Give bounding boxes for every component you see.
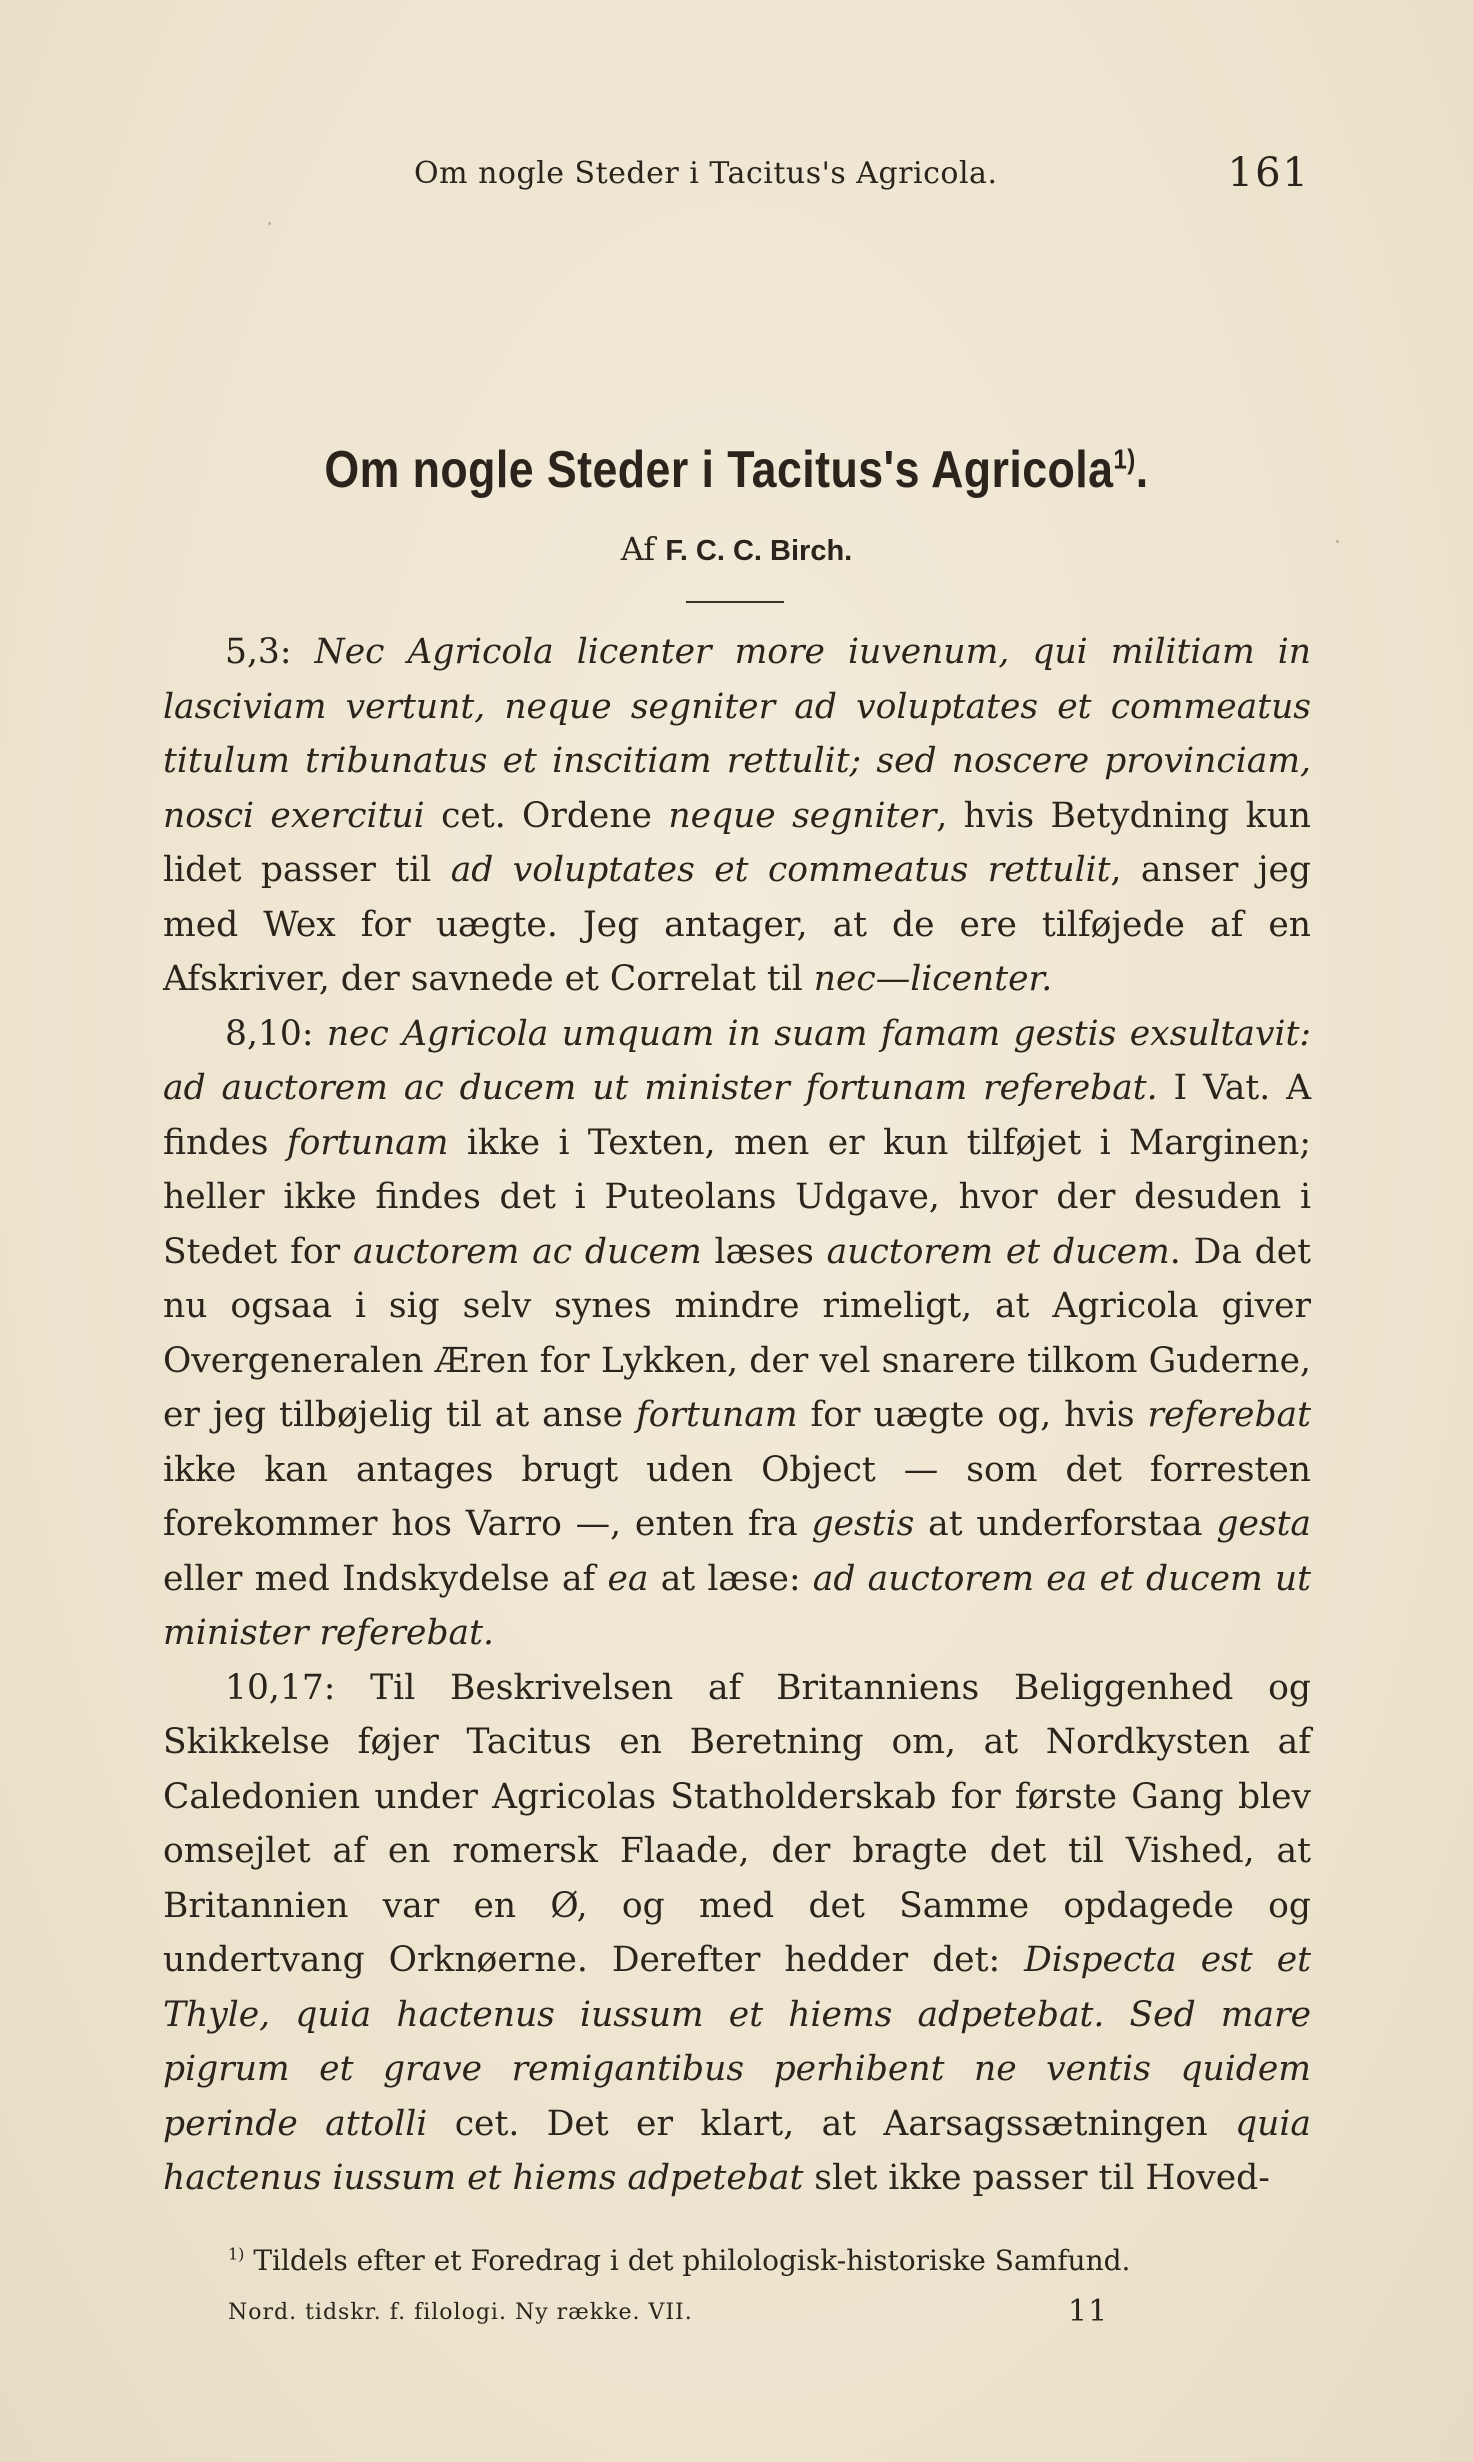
paper-speck bbox=[1336, 540, 1339, 543]
text-run: I Vat. A findes bbox=[163, 1068, 1312, 1163]
page-number: 161 bbox=[1227, 150, 1310, 196]
text-run: for uægte og, hvis bbox=[797, 1395, 1148, 1435]
title-footnote-mark: 1) bbox=[1113, 443, 1136, 475]
text-run: at underforstaa bbox=[914, 1504, 1217, 1544]
text-run: 5,3: bbox=[225, 632, 315, 672]
text-run: . Da det nu ogsaa i sig selv synes mindre rimeligt, at Agricola giver Overgeneralen Æren for Lykken, der vel snarere tilkom Guderne, er jeg tilbøjelig til at anse bbox=[163, 1231, 1312, 1435]
text-run: 8,10: bbox=[225, 1013, 327, 1054]
article-title bbox=[103, 440, 1370, 500]
body-paragraph bbox=[163, 1007, 1311, 1661]
body-paragraph bbox=[163, 625, 1311, 1007]
text-run: cet. Ordene bbox=[424, 795, 669, 836]
footnote-mark: 1) bbox=[228, 2244, 245, 2264]
byline bbox=[0, 530, 1473, 568]
italic-text-run: neque segniter bbox=[668, 795, 937, 836]
italic-text-run: gesta bbox=[1216, 1504, 1311, 1544]
article-body bbox=[163, 625, 1311, 2206]
body-paragraph bbox=[163, 1661, 1311, 2206]
paper-speck bbox=[268, 222, 271, 225]
author-name: F. C. C. Birch. bbox=[665, 535, 853, 567]
italic-text-run: auctorem ac ducem bbox=[353, 1231, 702, 1272]
italic-text-run: fortunam bbox=[286, 1122, 449, 1163]
italic-text-run: referebat bbox=[1147, 1395, 1311, 1435]
text-run: ikke i Texten, men er kun tilføjet i Marginen; heller ikke findes det i Puteolans Udgave, hvor der desuden i Stedet for bbox=[163, 1122, 1311, 1272]
signature-text: Nord. tidskr. f. filologi. Ny række. VII. bbox=[228, 2300, 693, 2325]
text-run: læses bbox=[701, 1231, 827, 1272]
printer-signature bbox=[228, 2294, 1128, 2340]
italic-text-run: gestis bbox=[811, 1504, 915, 1544]
italic-text-run: ea bbox=[607, 1558, 649, 1599]
running-title: Om nogle Steder i Tacitus's Agricola. bbox=[414, 156, 998, 191]
text-run: cet. Det er klart, at Aarsagssætningen bbox=[427, 2103, 1236, 2144]
footnote-text: Tildels efter et Foredrag i det philologisk-historiske Samfund. bbox=[253, 2244, 1131, 2277]
signature-number: 11 bbox=[1068, 2294, 1109, 2329]
italic-text-run: fortunam bbox=[635, 1395, 798, 1435]
text-run: , hvis Betydning kun lidet passer til bbox=[163, 795, 1312, 890]
italic-text-run: nec Agricola umquam in suam famam gestis exsultavit: ad auctorem ac ducem ut minister fortunam referebat. bbox=[163, 1013, 1311, 1108]
italic-text-run: quia hactenus iussum et hiems adpetebat bbox=[163, 2103, 1311, 2198]
italic-text-run: ad auctorem ea et ducem ut minister referebat. bbox=[163, 1558, 1311, 1653]
italic-text-run: Nec Agricola licenter more iuvenum, qui militiam in lasciviam vertunt, neque segniter ad voluptates et commeatus titulum tribunatus et inscitiam rettulit; sed noscere provinciam, nosci exercitui bbox=[163, 632, 1311, 836]
italic-text-run: Dispecta est et Thyle, quia hactenus iussum et hiems adpetebat. Sed mare pigrum et grave remigantibus perhibent ne ventis quidem perinde attolli bbox=[163, 1940, 1311, 2144]
byline-prefix: Af bbox=[620, 530, 656, 568]
text-run: slet ikke passer til Hoved- bbox=[803, 2158, 1270, 2198]
article-title-end: . bbox=[1135, 441, 1149, 499]
running-head bbox=[164, 150, 1310, 200]
text-run: , anser jeg med Wex for uægte. Jeg antager, at de ere tilføjede af en Afskriver, der savnede et Correlat til bbox=[163, 850, 1311, 999]
title-divider bbox=[686, 601, 784, 603]
text-run: eller med Indskydelse af bbox=[163, 1558, 608, 1599]
text-run: ikke kan antages brugt uden Object — som det forresten forekommer hos Varro —, enten fra bbox=[163, 1449, 1311, 1544]
text-run: 10,17: Til Beskrivelsen af Britanniens Beliggenhed og Skikkelse føjer Tacitus en Beretning om, at Nordkysten af Caledonien under Agricolas Statholderskab for første Gang blev omsejlet af en romersk Flaade, der bragte det til Vished, at Britannien var en Ø, og med det Samme opdagede og undertvang Orknøerne. Derefter hedder det: bbox=[163, 1667, 1311, 1980]
text-run: at læse: bbox=[648, 1558, 813, 1599]
article-title-text: Om nogle Steder i Tacitus's Agricola bbox=[324, 441, 1114, 499]
italic-text-run: ad voluptates et commeatus rettulit bbox=[450, 850, 1111, 890]
italic-text-run: nec—licenter. bbox=[813, 959, 1053, 999]
footnote bbox=[228, 2244, 1308, 2277]
italic-text-run: auctorem et ducem bbox=[826, 1231, 1170, 1272]
